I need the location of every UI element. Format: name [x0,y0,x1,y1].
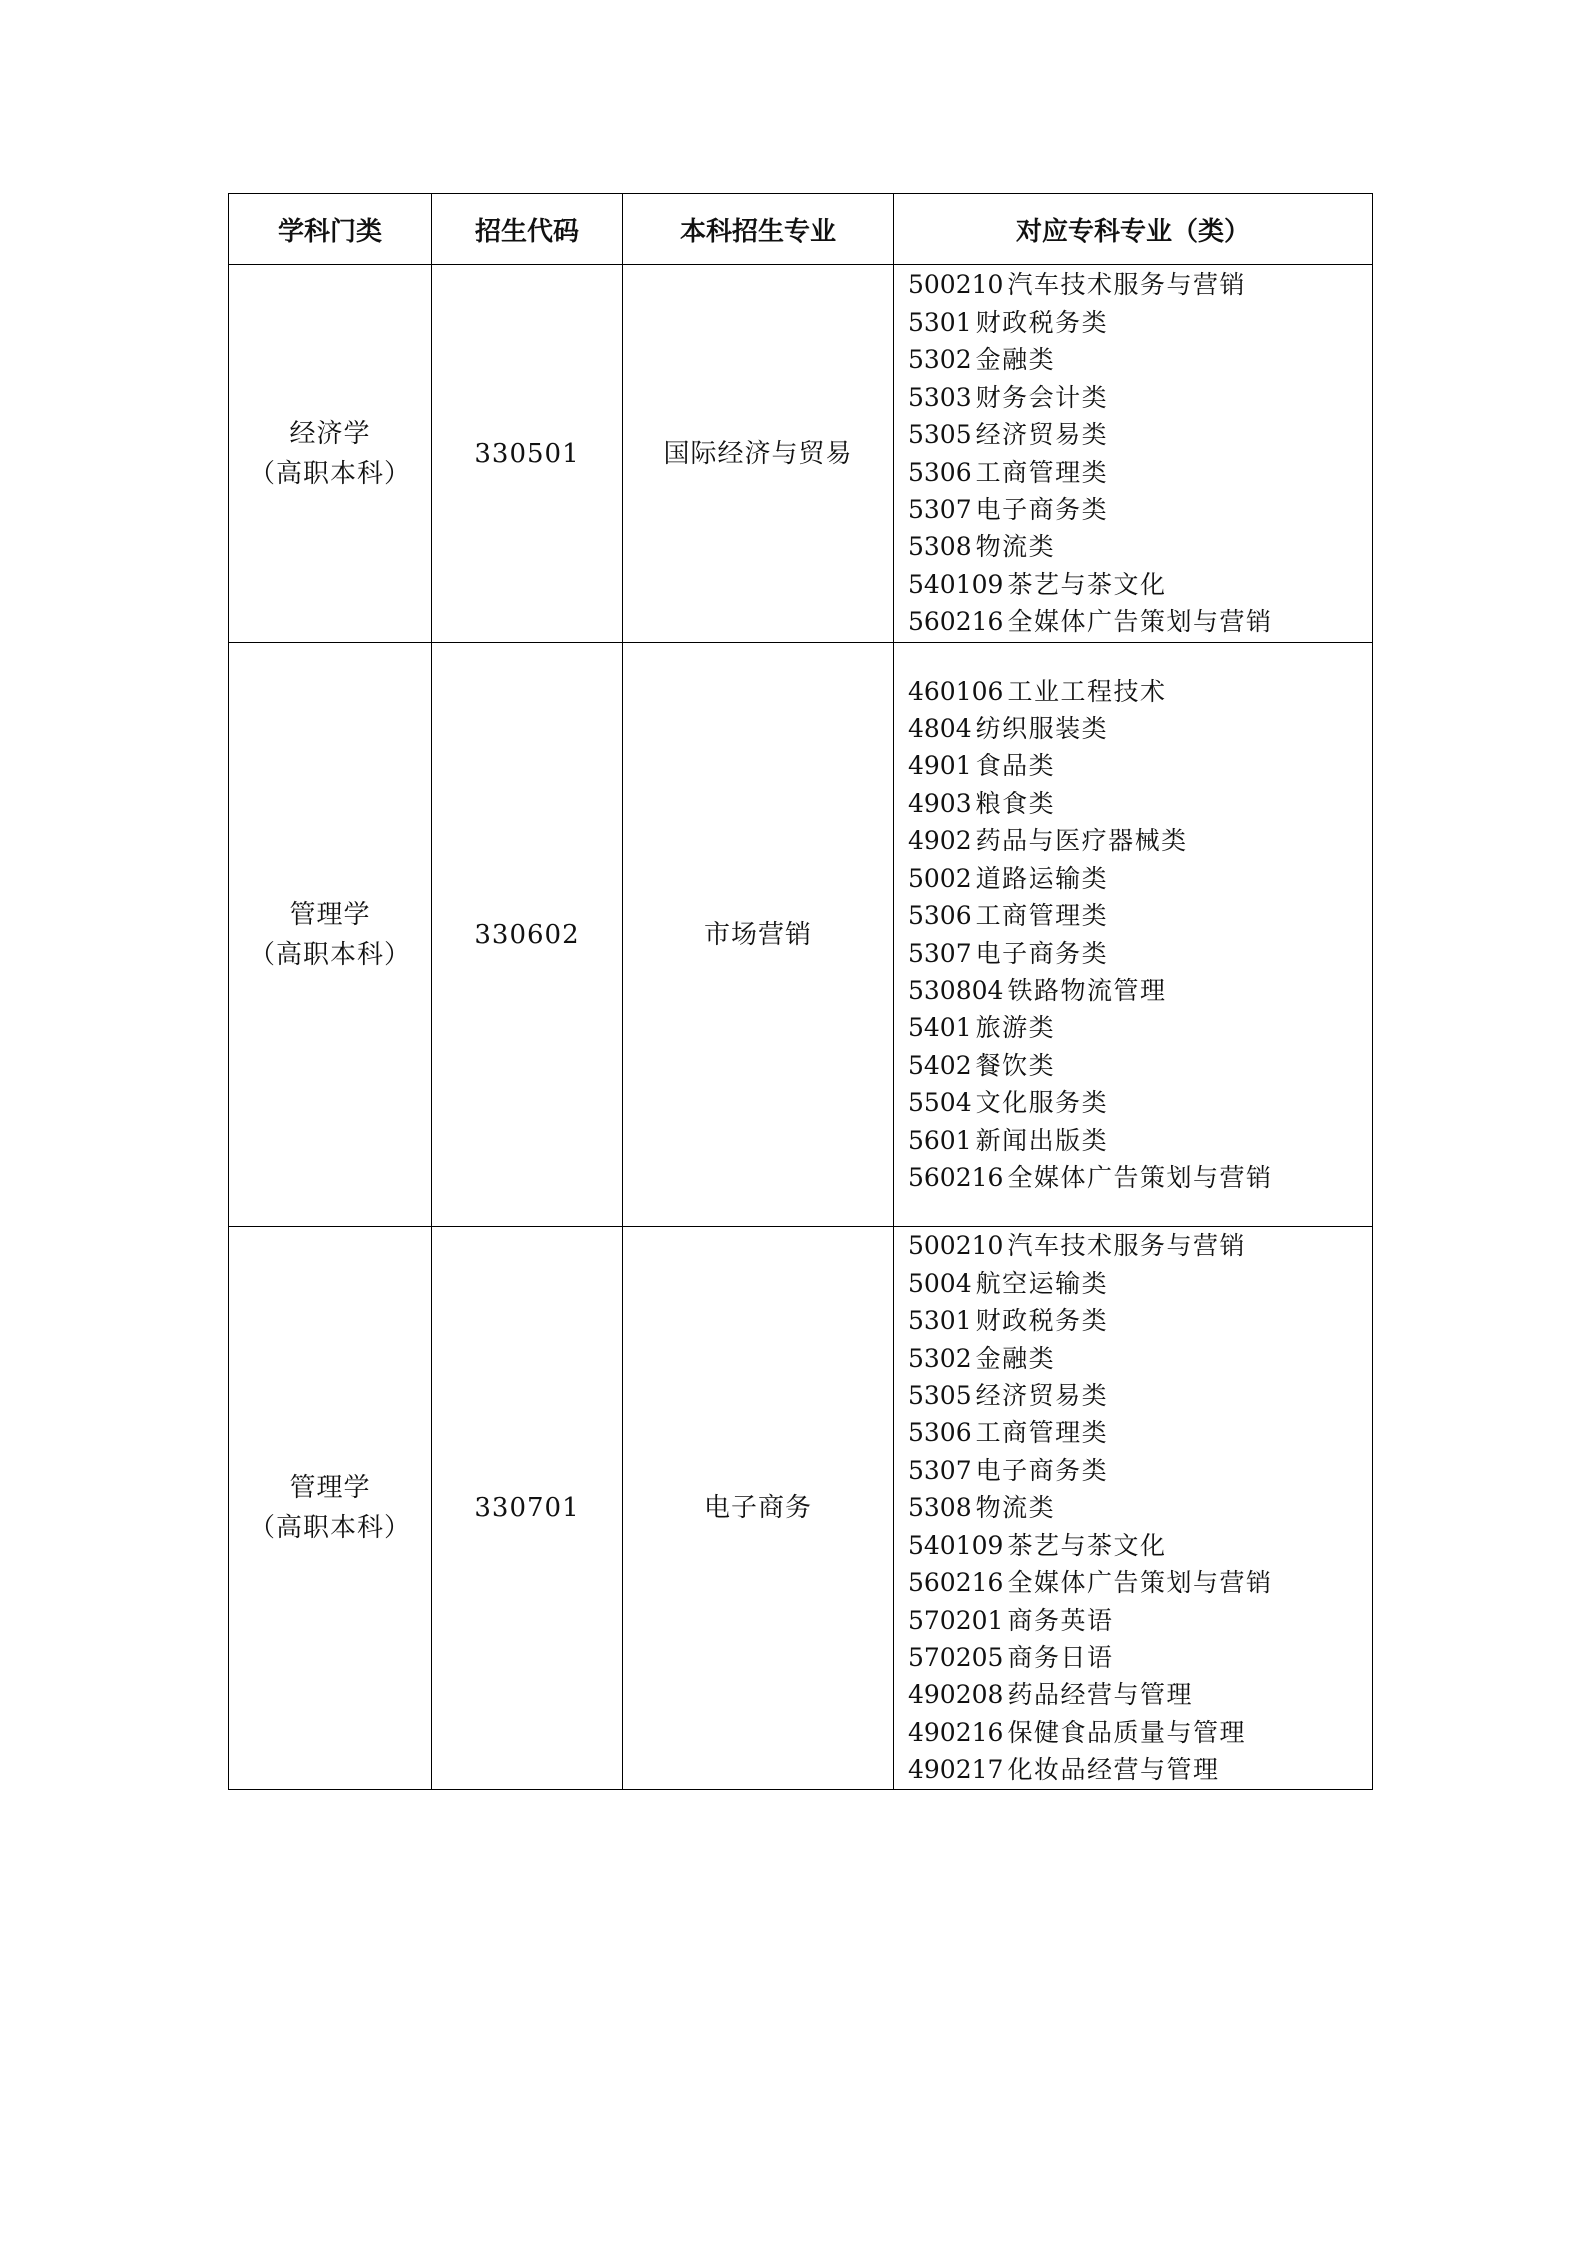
related-major-code: 4804 [908,714,972,744]
related-major-item [908,1009,1372,1046]
related-major-item [908,897,1372,934]
related-major-name: 茶艺与茶文化 [1007,1530,1167,1560]
related-major-name: 食品类 [975,751,1056,781]
related-major-code: 5302 [908,1343,972,1373]
related-major-name: 财政税务类 [975,1306,1109,1336]
related-major-code: 570201 [908,1605,1004,1635]
related-major-item [908,1047,1372,1084]
table-row [229,265,1373,643]
related-major-item [908,785,1372,822]
category-name: 管理学 [289,1473,371,1503]
related-major-name: 旅游类 [975,1013,1056,1043]
related-major-item [908,1302,1372,1339]
related-major-code: 560216 [908,607,1004,637]
related-major-code: 5305 [908,1381,972,1411]
related-major-name: 工商管理类 [975,457,1109,487]
header-major: 本科招生专业 [623,194,894,265]
related-major-code: 5601 [908,1125,972,1155]
related-major-name: 汽车技术服务与营销 [1007,1231,1246,1261]
related-major-code: 5402 [908,1050,972,1080]
header-code: 招生代码 [432,194,623,265]
related-major-name: 工商管理类 [975,901,1109,931]
related-major-item [908,1602,1372,1639]
related-major-code: 460106 [908,676,1004,706]
related-major-item [908,860,1372,897]
related-major-code: 5401 [908,1013,972,1043]
related-major-code: 530804 [908,975,1004,1005]
related-major-item [908,710,1372,747]
related-major-item [908,1414,1372,1451]
related-major-name: 化妆品经营与管理 [1007,1755,1220,1785]
related-major-name: 道路运输类 [975,863,1109,893]
related-major-item [908,1527,1372,1564]
related-major-name: 工商管理类 [975,1418,1109,1448]
related-major-item [908,1452,1372,1489]
related-major-name: 粮食类 [975,788,1056,818]
related-major-code: 500210 [908,1231,1004,1261]
related-major-name: 保健食品质量与管理 [1007,1717,1246,1747]
related-major-name: 电子商务类 [975,1455,1109,1485]
related-major-item [908,379,1372,416]
related-major-name: 纺织服装类 [975,714,1109,744]
related-major-name: 全媒体广告策划与营销 [1007,1162,1273,1192]
related-major-item [908,416,1372,453]
code-cell: 330602 [432,643,623,1227]
related-major-code: 5504 [908,1088,972,1118]
related-major-code: 5302 [908,345,972,375]
related-major-name: 新闻出版类 [975,1125,1109,1155]
related-major-code: 540109 [908,569,1004,599]
related-major-code: 5308 [908,532,972,562]
related-major-code: 5307 [908,938,972,968]
related-major-item [908,566,1372,603]
category-cell [229,1227,432,1790]
related-major-name: 经济贸易类 [975,420,1109,450]
related-major-name: 文化服务类 [975,1088,1109,1118]
related-major-code: 5307 [908,1455,972,1485]
related-major-item [908,1265,1372,1302]
related-major-name: 铁路物流管理 [1007,975,1167,1005]
related-major-code: 500210 [908,270,1004,300]
related-major-item [908,1122,1372,1159]
related-major-item [908,491,1372,528]
majors-table [228,193,1373,1790]
related-majors-cell [894,643,1373,1227]
category-cell [229,265,432,643]
related-major-item [908,341,1372,378]
related-major-name: 航空运输类 [975,1268,1109,1298]
related-major-name: 药品与医疗器械类 [975,826,1188,856]
related-major-name: 全媒体广告策划与营销 [1007,1568,1273,1598]
related-major-name: 商务日语 [1007,1642,1114,1672]
category-cell [229,643,432,1227]
related-major-code: 5004 [908,1268,972,1298]
related-major-item [908,1377,1372,1414]
related-major-code: 5306 [908,901,972,931]
related-major-name: 财政税务类 [975,307,1109,337]
category-note: （高职本科） [248,1513,411,1543]
related-major-code: 5305 [908,420,972,450]
related-major-item [908,1714,1372,1751]
category-name: 经济学 [289,418,371,449]
related-major-item [908,1489,1372,1526]
code-cell: 330501 [432,265,623,643]
category-name: 管理学 [289,899,371,930]
related-major-code: 5002 [908,863,972,893]
related-major-code: 5301 [908,1306,972,1336]
related-major-name: 物流类 [975,532,1056,562]
related-major-item [908,673,1372,710]
related-major-item [908,528,1372,565]
related-major-name: 金融类 [975,1343,1056,1373]
related-major-code: 5306 [908,457,972,487]
related-major-item [908,1227,1372,1264]
related-major-code: 490208 [908,1680,1004,1710]
related-major-item [908,822,1372,859]
category-note: （高职本科） [248,458,411,489]
table-row [229,1227,1373,1790]
related-major-name: 汽车技术服务与营销 [1007,270,1246,300]
related-major-code: 5307 [908,494,972,524]
related-major-item [908,1676,1372,1713]
related-major-item [908,454,1372,491]
major-cell: 国际经济与贸易 [623,265,894,643]
header-category: 学科门类 [229,194,432,265]
code-cell: 330701 [432,1227,623,1790]
major-cell: 电子商务 [623,1227,894,1790]
related-major-item [908,1084,1372,1121]
related-major-item [908,1564,1372,1601]
related-major-name: 金融类 [975,345,1056,375]
related-major-item [908,266,1372,303]
related-major-item [908,304,1372,341]
related-major-item [908,935,1372,972]
related-major-name: 餐饮类 [975,1050,1056,1080]
related-major-item [908,1159,1372,1196]
related-major-code: 560216 [908,1568,1004,1598]
related-major-code: 5303 [908,382,972,412]
related-major-code: 5308 [908,1493,972,1523]
related-major-code: 5306 [908,1418,972,1448]
related-major-name: 财务会计类 [975,382,1109,412]
related-major-code: 540109 [908,1530,1004,1560]
related-major-name: 工业工程技术 [1007,676,1167,706]
related-major-code: 4901 [908,751,972,781]
related-major-code: 490216 [908,1717,1004,1747]
related-major-item [908,1639,1372,1676]
related-majors-cell [894,265,1373,643]
table-header-row [229,194,1373,265]
related-major-name: 电子商务类 [975,494,1109,524]
related-major-code: 570205 [908,1642,1004,1672]
related-major-code: 4902 [908,826,972,856]
related-major-name: 电子商务类 [975,938,1109,968]
related-majors-cell [894,1227,1373,1790]
related-major-code: 5301 [908,307,972,337]
related-major-item [908,603,1372,640]
header-related: 对应专科专业（类） [894,194,1373,265]
related-major-item [908,972,1372,1009]
category-note: （高职本科） [248,939,411,970]
related-major-code: 560216 [908,1162,1004,1192]
major-cell: 市场营销 [623,643,894,1227]
related-major-name: 全媒体广告策划与营销 [1007,607,1273,637]
related-major-item [908,1340,1372,1377]
related-major-code: 4903 [908,788,972,818]
related-major-name: 物流类 [975,1493,1056,1523]
table-row [229,643,1373,1227]
related-major-name: 药品经营与管理 [1007,1680,1193,1710]
related-major-item [908,747,1372,784]
related-major-name: 商务英语 [1007,1605,1114,1635]
related-major-code: 490217 [908,1755,1004,1785]
related-major-name: 经济贸易类 [975,1381,1109,1411]
related-major-item [908,1751,1372,1788]
related-major-name: 茶艺与茶文化 [1007,569,1167,599]
